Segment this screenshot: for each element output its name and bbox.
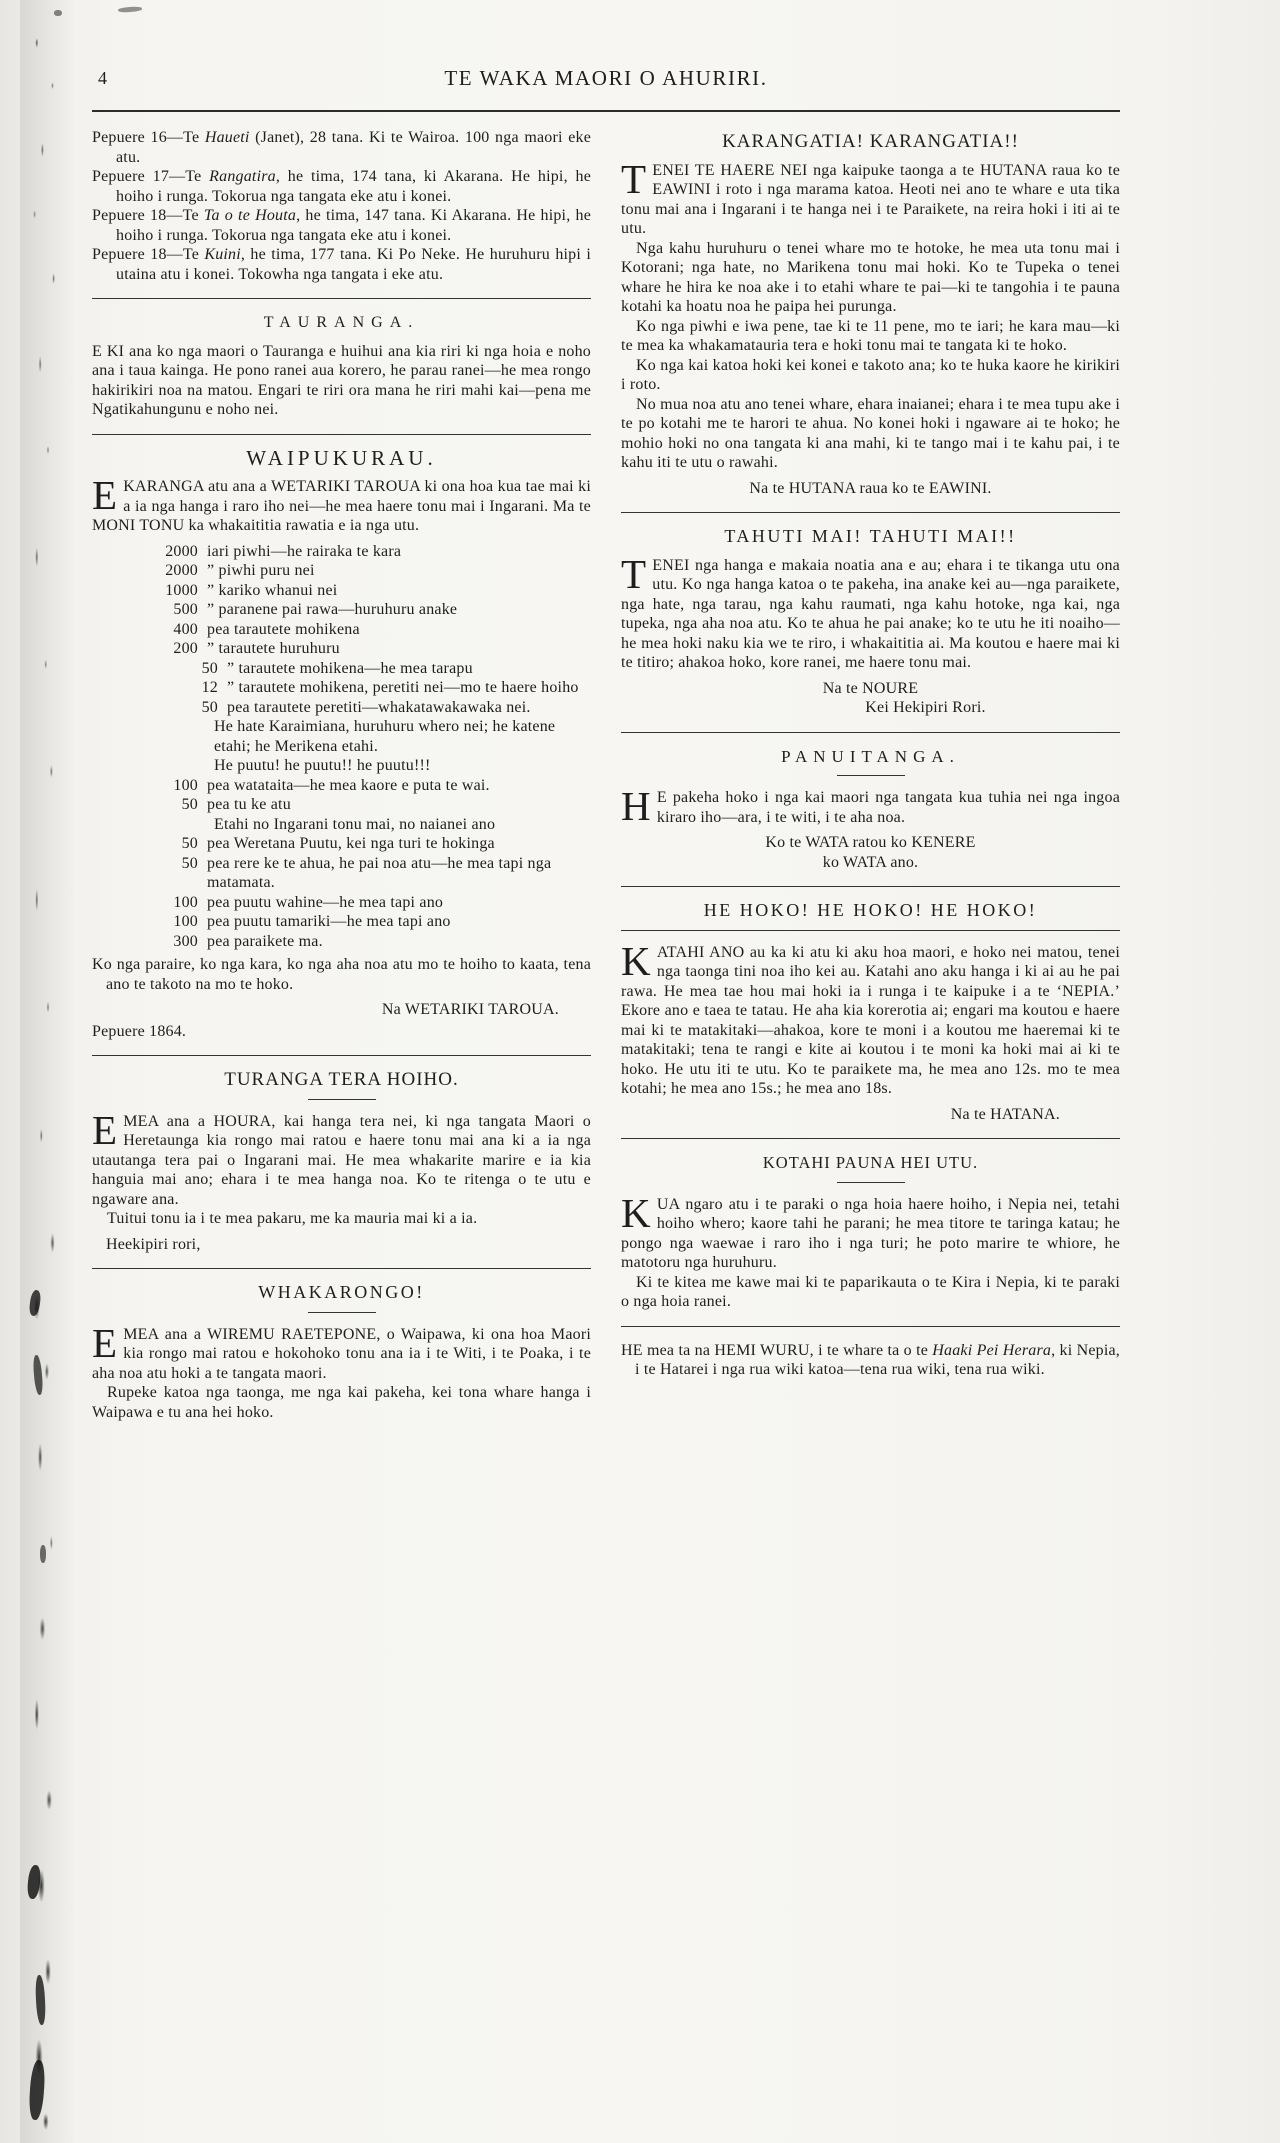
drop-cap: E [92, 472, 118, 518]
section-divider [92, 1055, 591, 1056]
shipping-text: (Janet), 28 tana. Ki te Wairoa. 100 nga maori eke atu. [116, 129, 592, 166]
turanga-paragraph: Tuitui tonu ia i te mea pakaru, me ka mauria mai ki a ia. [107, 1210, 478, 1227]
heading-rule [837, 1182, 905, 1183]
signature-address: Kei Hekipiri Rori. [865, 699, 986, 716]
item-quantity: 300 [173, 932, 198, 950]
section-divider [92, 298, 591, 299]
right-column [621, 128, 1120, 1422]
hehoko-paragraph-text: ATAHI ANO au ka ki atu ki aku hoa maori, e hoko nei matou, tenei nga taonga tini noa iho kei au. Katahi ano aku hanga i ki ai au he pai rawa. He mea tae hou mai hoki ia i runga i te kaipuke i a te ‘NEPIA.’ Ekore ano e taea te tatau. He aha kia korerotia ai; engari ma koutou e haere mai ki te matakitaki—ahakoa, kore te moni i a koutou me haeremai ki te matakitaki; tena te rangi e kite ai koutou i te moni ka hoki mai ai ki te hoko. He utu iti te utu. Ko te paraikete ma, he mea ano 12s. mo te mea kotahi; he mea ano 15s.; he mea ano 18s. [621, 943, 1120, 1097]
article-he-hoko [621, 901, 1120, 1124]
item-quantity: 100 [173, 913, 198, 930]
turanga-heading: TURANGA TERA HOIHO. [224, 1069, 459, 1090]
section-divider [92, 434, 591, 435]
shipping-text: Pepuere 17—Te [92, 168, 210, 185]
shipping-notice [92, 128, 591, 167]
item-quantity: 50 [181, 854, 198, 872]
article-tauranga [92, 313, 591, 420]
scan-speck [40, 1545, 46, 1563]
article-turanga-tera-hoiho [92, 1070, 591, 1254]
newspaper-name: Haaki Pei Herara [932, 1341, 1052, 1359]
waipukurau-heading: WAIPUKURAU. [246, 445, 437, 470]
list-item [92, 912, 591, 932]
columns [92, 128, 1120, 1422]
shipping-text: Pepuere 18—Te [92, 207, 204, 224]
item-text: ” piwhi puru nei [207, 562, 315, 579]
article-shipping-notices [92, 128, 591, 284]
karangatia-paragraph: Ko nga kai katoa hoki kei konei e takoto ana; ko te huka kaore he kirikiri i roto. [621, 356, 1120, 393]
drop-cap: K [621, 1189, 651, 1236]
masthead-rule [92, 110, 1120, 112]
panuitanga-heading: PANUITANGA. [781, 746, 960, 766]
date-line: Pepuere 1864. [92, 1022, 187, 1040]
item-quantity: 50 [201, 659, 218, 677]
item-text: He hate Karaimiana, huruhuru whero nei; he katene etahi; he Merikena etahi. [214, 718, 556, 755]
list-item [92, 561, 591, 581]
section-divider [621, 1326, 1120, 1327]
merchant-names: ko WATA ano. [822, 853, 919, 871]
list-item [92, 776, 591, 796]
page-number: 4 [98, 68, 107, 88]
item-text: ” paranene pai rawa—huruhuru anake [207, 601, 458, 618]
hehoko-paragraph [621, 937, 1120, 1099]
drop-cap: E [92, 1319, 118, 1366]
shipping-notice [92, 245, 591, 284]
ship-name: Rangatira [209, 168, 276, 185]
waipukurau-intro [92, 472, 591, 536]
imprint-text: , ki Nepia, i te Hatarei i nga rua wiki katoa—tena rua wiki, tena rua wiki. [635, 1341, 1121, 1378]
section-divider [621, 1138, 1120, 1139]
merchant-names: Ko te WATA ratou ko KENERE [765, 834, 976, 851]
article-waipukurau [92, 445, 591, 1042]
drop-cap: T [621, 550, 647, 597]
heading-rule [621, 930, 1120, 931]
whakarongo-paragraph: Rupeke katoa nga taonga, me nga kai pakeha, kei tona whare hanga i Waipawa e tu ana hei hoko. [92, 1384, 591, 1421]
list-item [92, 600, 591, 620]
left-column [92, 128, 591, 1422]
list-item [92, 717, 591, 756]
section-divider [621, 512, 1120, 513]
item-text: pea tarautete peretiti—whakatawakawaka nei. [227, 698, 531, 716]
item-text: pea paraikete ma. [207, 932, 323, 950]
signature: Na te HUTANA raua ko te EAWINI. [749, 479, 992, 497]
item-text: pea tu ke atu [207, 796, 291, 813]
karangatia-paragraph-text: ENEI TE HAERE NEI nga kaipuke taonga a te HUTANA raua ko te EAWINI i roto i nga marama katoa. Heoti nei ano te whare e uta tika tonu mai ana i Ingarani i te hanga nei i te Paraikete, na reira hoki i iti ai te utu. [621, 161, 1120, 237]
karangatia-paragraph [621, 155, 1120, 239]
signature: Na te HATANA. [950, 1105, 1060, 1123]
drop-cap: T [621, 155, 647, 202]
item-quantity: 50 [181, 796, 198, 813]
list-item [92, 659, 591, 679]
list-item [92, 854, 591, 893]
item-quantity: 1000 [165, 581, 198, 599]
article-karangatia [621, 132, 1120, 498]
section-divider [621, 732, 1120, 733]
scan-speck [54, 10, 62, 16]
list-item [92, 834, 591, 854]
item-text: Etahi no Ingarani tonu mai, no naianei ano [214, 815, 496, 833]
ship-name: Haueti [204, 129, 250, 146]
kotahi-paragraph [621, 1189, 1120, 1273]
panuitanga-paragraph [621, 783, 1120, 829]
article-panuitanga [621, 747, 1120, 873]
list-item [92, 581, 591, 601]
drop-cap: K [621, 937, 651, 984]
shipping-notice [92, 206, 591, 245]
tauranga-heading: TAURANGA. [263, 314, 420, 331]
list-item [92, 542, 591, 562]
turanga-paragraph-text: MEA ana a HOURA, kai hanga tera nei, ki nga tangata Maori o Heretaunga kia rongo mai ratou e haere tonu mai ana ki a ia nga utautanga tera pai o Ingarani mai. He mea whakarite marire e ia kia hanguia mai ano; ehara i te mea hanga noa. Ko te ritenga o te utu e ngaware ana. [92, 1112, 591, 1208]
heading-rule [308, 1312, 376, 1313]
turanga-paragraph [92, 1106, 591, 1210]
section-divider [621, 886, 1120, 887]
item-quantity: 12 [201, 679, 218, 696]
item-quantity: 400 [173, 620, 198, 638]
item-text: iari piwhi—he rairaka te kara [207, 542, 402, 560]
kotahi-heading: KOTAHI PAUNA HEI UTU. [762, 1153, 979, 1172]
tahuti-paragraph-text: ENEI nga hanga e makaia noatia ana e au; ehara i te tikanga utu ona utu. Ko nga hanga katoa o te pakeha, ina anake kei au—nga paraikete, nga hate, nga tarau, nga kahu raumati, nga kahu hotoke, nga kai, nga tupeka, nga aha noa atu. Ko te ahua he pai anake; ko te utu he iti noaiho—he mea hoki naku kia we te riro, i whakaititia ai. Ma koutou e haere mai ki te titiro; ahakoa hoko, kore ranei, me haere tonu mai. [621, 556, 1120, 671]
item-text: He puutu! he puutu!! he puutu!!! [214, 757, 431, 774]
item-text: pea Weretana Puutu, kei nga turi te hokinga [207, 835, 495, 852]
shipping-text: , he tima, 177 tana. Ki Po Neke. He huruhuru hipi i utaina atu i konei. Tokowha nga tangata i eke atu. [116, 246, 591, 283]
list-item [92, 639, 591, 659]
masthead [92, 60, 1120, 96]
article-tahuti-mai [621, 527, 1120, 718]
kotahi-paragraph-text: UA ngaro atu i te paraki o nga hoia haere hoiho, i Nepia nei, tetahi hoiho whero; kaore tahi he parani; he mea titore te taringa katau; he pongo nga waewae i raro iho i nga turi; he poto marire te whiore, he matotoru nga huruhuru. [621, 1195, 1120, 1271]
page-title: TE WAKA MAORI O AHURIRI. [444, 66, 768, 90]
whakarongo-paragraph-text: MEA ana a WIREMU RAETEPONE, o Waipawa, ki ona hoa Maori kia rongo mai ratou e hokohoko tonu ana ia i te Witi, i te Poaka, i te aha noa atu hoki a te tangata maori. [92, 1325, 591, 1382]
page-content [92, 60, 1120, 1422]
panuitanga-paragraph-text: E pakeha hoko i nga kai maori nga tangata kua tuhia nei nga ingoa kiraro iho—ara, i te witi, i te aha noa. [656, 789, 1120, 826]
article-whakarongo [92, 1283, 591, 1422]
list-item [92, 815, 591, 835]
list-item [92, 756, 591, 776]
item-quantity: 500 [173, 601, 198, 618]
item-quantity: 200 [173, 640, 198, 657]
item-text: ” tarautete huruhuru [207, 640, 340, 657]
shipping-notice [92, 167, 591, 206]
signature: Na te NOURE [822, 679, 919, 697]
tauranga-paragraph: E KI ana ko nga maori o Tauranga e huihui ana kia riri ki nga hoia e noho ana i taua kainga. He pono ranei aua korero, he parau ranei—he mea rongo hakirikiri noa na matou. Engari te riri ora mana he riri mahi kai—pena me Ngatikahungunu e noho nei. [92, 342, 591, 418]
list-item [92, 678, 591, 698]
item-text: ” tarautete mohikena—he mea tarapu [227, 659, 473, 677]
item-quantity: 2000 [165, 562, 198, 579]
drop-cap: E [92, 1106, 118, 1153]
shipping-text: Pepuere 18—Te [92, 246, 205, 263]
item-text: ” tarautete mohikena, peretiti nei—mo te haere hoiho [227, 679, 579, 696]
heading-rule [837, 775, 905, 776]
item-quantity: 100 [173, 776, 198, 794]
heading-rule [308, 1099, 376, 1100]
scan-binding-artifacts [20, 0, 76, 2143]
kotahi-paragraph: Ki te kitea me kawe mai ki te paparikauta o te Kira i Nepia, ki te paraki o nga hoia ranei. [621, 1273, 1120, 1310]
list-item [92, 620, 591, 640]
whakarongo-paragraph [92, 1319, 591, 1384]
signature: Na WETARIKI TAROUA. [381, 1001, 559, 1018]
article-imprint [621, 1341, 1120, 1380]
karangatia-paragraph: Nga kahu huruhuru o tenei whare mo te hotoke, he mea uta tonu mai i Kotorani; nga hate, no Marikena tonu mai hoki. Ko te Tupeka o tenei whare he hira ke noa ake i to etahi whare te pai—ki te tangohia i te pauna kotahi ka hoatu noa he paipa hei purunga. [621, 239, 1120, 315]
tahuti-paragraph [621, 550, 1120, 673]
hehoko-heading: HE HOKO! HE HOKO! HE HOKO! [703, 900, 1038, 920]
karangatia-heading: KARANGATIA! KARANGATIA!! [722, 131, 1019, 152]
waipukurau-closing: Ko nga paraire, ko nga kara, ko nga aha noa atu mo te hoiho to kaata, tena ano te takoto na mo te hoko. [92, 956, 591, 993]
imprint-text: HE mea ta na HEMI WURU, i te whare ta o te [621, 1341, 933, 1359]
imprint-paragraph [621, 1341, 1120, 1380]
list-item [92, 795, 591, 815]
item-text: ” kariko whanui nei [207, 581, 338, 599]
shipping-text: , he tima, 147 tana. Ki Akarana. He hipi, he hoiho i runga. Tokorua nga tangata eke atu i konei. [116, 207, 591, 244]
shipping-text: Pepuere 16—Te [92, 129, 205, 146]
list-item [92, 698, 591, 718]
item-quantity: 50 [181, 835, 198, 852]
item-text: pea tarautete mohikena [207, 620, 360, 638]
drop-cap: H [621, 783, 651, 829]
tahuti-heading: TAHUTI MAI! TAHUTI MAI!! [724, 526, 1017, 546]
waipukurau-intro-text: KARANGA atu ana a WETARIKI TAROUA ki ona hoa kua tae mai ki a ia nga hanga i raro iho nei—he mea haere tonu mai i Ingarani. Ma te MONI TONU ka whakaititia rawatia e ia nga utu. [92, 478, 591, 534]
list-item [92, 932, 591, 952]
item-text: pea watataita—he mea kaore e puta te wai. [207, 776, 490, 794]
section-divider [92, 1268, 591, 1269]
address-line: Heekipiri rori, [106, 1235, 201, 1253]
karangatia-paragraph: No mua noa atu ano tenei whare, ehara inaianei; ehara i te mea tupu ake i te po kotahi me te harori te ahua. No konei hoki i ngaware ai te hoko; he mohio hoki no ona tangata ki ana mahi, ki te tango mai i te kahu pai, i te kahu iti te utu o rawahi. [621, 395, 1120, 471]
item-quantity: 50 [201, 698, 218, 716]
item-text: pea puutu wahine—he mea tapi ano [207, 893, 444, 911]
whakarongo-heading: WHAKARONGO! [258, 1282, 425, 1302]
item-quantity: 100 [173, 893, 198, 911]
item-text: pea puutu tamariki—he mea tapi ano [207, 913, 451, 930]
karangatia-paragraph: Ko nga piwhi e iwa pene, tae ki te 11 pene, mo te iari; he kara mau—ki te mea ka whakamatauria tera e hoki tonu mai te tangata ki te hoko. [621, 317, 1120, 354]
item-text: pea rere ke te ahua, he pai noa atu—he mea tapi nga matamata. [207, 854, 552, 891]
article-kotahi-pauna [621, 1153, 1120, 1312]
list-item [92, 893, 591, 913]
ship-name: Ta o te Houta [203, 207, 297, 224]
scan-speck [118, 6, 142, 13]
goods-list [92, 542, 591, 952]
item-quantity: 2000 [165, 542, 198, 560]
ship-name: Kuini [204, 246, 241, 263]
shipping-text: , he tima, 174 tana, ki Akarana. He hipi, he hoiho i runga. Tokorua nga tangata eke atu i konei. [116, 168, 592, 205]
